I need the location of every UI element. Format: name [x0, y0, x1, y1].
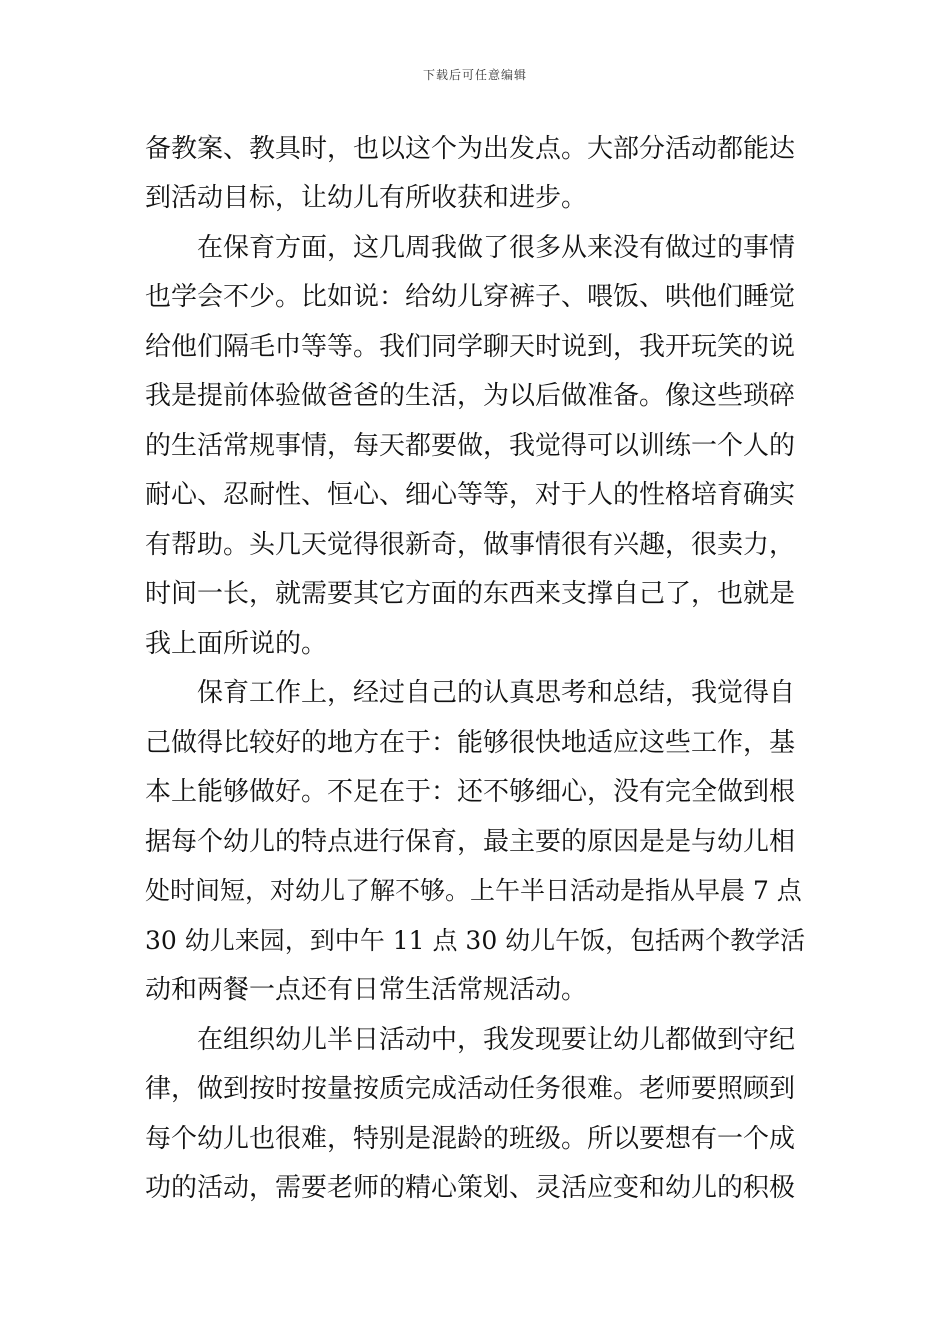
- text-line: 据每个幼儿的特点进行保育，最主要的原因是是与幼儿相: [145, 827, 796, 857]
- text-line: 保育工作上，经过自己的认真思考和总结，我觉得自: [145, 678, 796, 708]
- text-line: 功的活动，需要老师的精心策划、灵活应变和幼儿的积极: [145, 1173, 796, 1203]
- text-line: 也学会不少。比如说：给幼儿穿裤子、喂饭、哄他们睡觉: [145, 282, 796, 312]
- text-line: 耐心、忍耐性、恒心、细心等等，对于人的性格培育确实: [145, 480, 796, 510]
- text-line: 在组织幼儿半日活动中，我发现要让幼儿都做到守纪: [145, 1025, 796, 1055]
- text-line: 律，做到按时按量按质完成活动任务很难。老师要照顾到: [145, 1074, 796, 1104]
- text-line: 有帮助。头几天觉得很新奇，做事情很有兴趣，很卖力，: [145, 530, 796, 560]
- text-line: 到活动目标，让幼儿有所收获和进步。: [145, 183, 588, 213]
- text-line: 给他们隔毛巾等等。我们同学聊天时说到，我开玩笑的说: [145, 332, 796, 362]
- text-line: 每个幼儿也很难，特别是混龄的班级。所以要想有一个成: [145, 1124, 796, 1154]
- text-line: 己做得比较好的地方在于：能够很快地适应这些工作，基: [145, 728, 796, 758]
- text-line: 时间一长，就需要其它方面的东西来支撑自己了，也就是: [145, 579, 796, 609]
- text-line: 的生活常规事情，每天都要做，我觉得可以训练一个人的: [145, 431, 796, 461]
- text-line: 处时间短，对幼儿了解不够。上午半日活动是指从早晨 7 点: [145, 876, 802, 905]
- text-line: 我是提前体验做爸爸的生活，为以后做准备。像这些琐碎: [145, 381, 796, 411]
- text-line: 备教案、教具时，也以这个为出发点。大部分活动都能达: [145, 134, 796, 164]
- text-line: 在保育方面，这几周我做了很多从来没有做过的事情: [145, 233, 796, 263]
- text-line: 动和两餐一点还有日常生活常规活动。: [145, 975, 588, 1005]
- text-line: 30 幼儿来园，到中午 11 点 30 幼儿午饭，包括两个教学活: [145, 926, 806, 955]
- page-header: 下载后可任意编辑: [422, 68, 527, 82]
- text-line: 本上能够做好。不足在于：还不够细心，没有完全做到根: [145, 777, 796, 807]
- text-line: 我上面所说的。: [145, 629, 328, 659]
